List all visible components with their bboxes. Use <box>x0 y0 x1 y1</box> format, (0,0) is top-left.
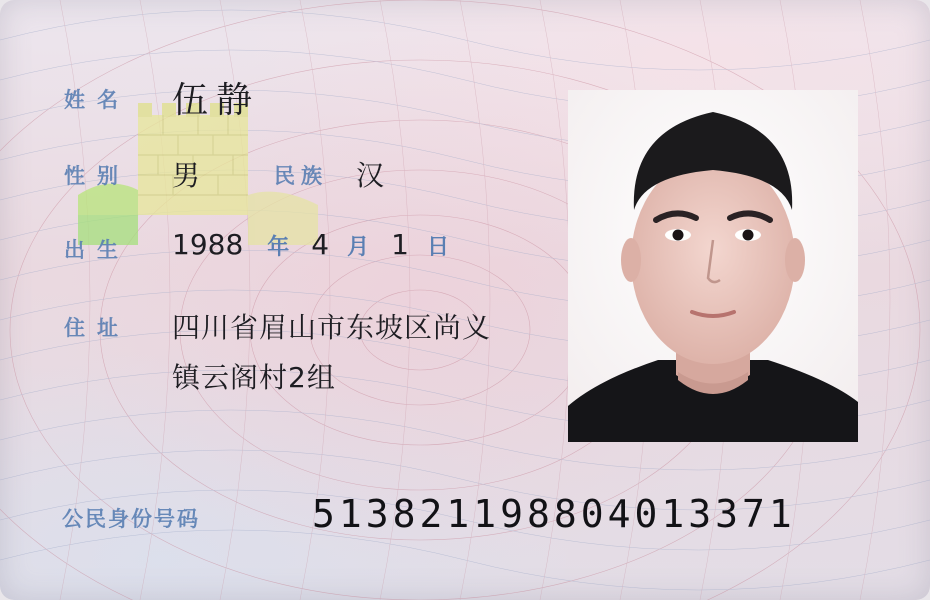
birth-day: 1 <box>391 228 409 261</box>
address-line-2: 镇云阁村2组 <box>172 361 336 394</box>
id-number-value: 513821198804013371 <box>312 492 796 536</box>
portrait-photo <box>568 90 858 442</box>
birth-month: 4 <box>311 228 330 261</box>
label-sex: 性别 <box>64 164 130 188</box>
label-birth: 出生 <box>64 238 130 262</box>
label-id-number: 公民身份号码 <box>62 507 200 531</box>
label-name: 姓名 <box>64 88 130 112</box>
birth-date <box>172 228 449 261</box>
birth-year: 1988 <box>172 228 244 261</box>
birth-month-unit: 月 <box>347 235 370 260</box>
label-ethnicity: 民族 <box>274 164 328 188</box>
address-line-1: 四川省眉山市东坡区尚义 <box>172 311 492 344</box>
sex-value: 男 <box>172 159 201 192</box>
label-address: 住址 <box>64 316 130 340</box>
name-value: 伍静 <box>172 80 261 121</box>
birth-day-unit: 日 <box>426 235 449 260</box>
birth-year-unit: 年 <box>267 235 290 260</box>
ethnicity-value: 汉 <box>356 159 385 192</box>
